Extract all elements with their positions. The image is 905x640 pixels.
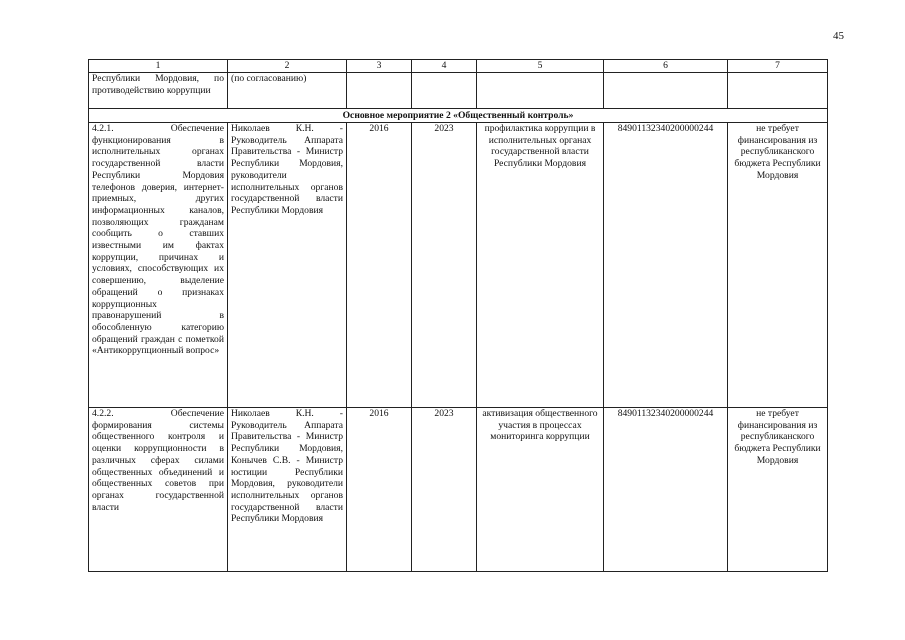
start-year-cell: 2016 (347, 408, 412, 572)
measures-table (88, 59, 828, 572)
measure-cell: 4.2.2. Обеспечение формирования системы общественного контроля и оценки коррупционности в различных сферах силами общественных объединений и общественных советов при органах государственной власти (89, 408, 228, 572)
table-row (89, 123, 828, 408)
responsible-cell: (по согласованию) (228, 73, 347, 109)
budget-code-cell: 84901132340200000244 (604, 408, 728, 572)
table-header-row (89, 60, 828, 73)
column-header: 4 (412, 60, 477, 73)
result-cell: активизация общественного участия в процессах мониторинга коррупции (477, 408, 604, 572)
end-year-cell: 2023 (412, 408, 477, 572)
funding-cell: не требует финансирования из республиканского бюджета Республики Мордовия (728, 123, 828, 408)
measure-cell: 4.2.1. Обеспечение функционирования в исполнительных органах государственной власти Республики Мордовия телефонов доверия, интернет-приемных, других информационных каналов, позволяющих гражданам сообщить о ставших известными им фактах коррупции, причинах и условиях, способствующих их совершению, выделение обращений о признаках коррупционных правонарушений в обособленную категорию обращений граждан с пометкой «Антикоррупционный вопрос» (89, 123, 228, 408)
column-header: 5 (477, 60, 604, 73)
funding-cell (728, 73, 828, 109)
responsible-cell: Николаев К.Н. - Руководитель Аппарата Правительства - Министр Республики Мордовия, Конычев С.В. - Министр юстиции Республики Мордовия, руководители исполнительных органов государственной власти Республики Мордовия (228, 408, 347, 572)
budget-code-cell: 84901132340200000244 (604, 123, 728, 408)
column-header: 7 (728, 60, 828, 73)
column-header: 1 (89, 60, 228, 73)
responsible-cell: Николаев К.Н. - Руководитель Аппарата Правительства - Министр Республики Мордовия, руководители исполнительных органов государственной власти Республики Мордовия (228, 123, 347, 408)
start-year-cell: 2016 (347, 123, 412, 408)
result-cell (477, 73, 604, 109)
page-number: 45 (833, 30, 844, 42)
table-row (89, 408, 828, 572)
column-header: 3 (347, 60, 412, 73)
budget-code-cell (604, 73, 728, 109)
table-row (89, 73, 828, 109)
funding-cell: не требует финансирования из республиканского бюджета Республики Мордовия (728, 408, 828, 572)
result-cell: профилактика коррупции в исполнительных органах государственной власти Республики Мордовия (477, 123, 604, 408)
column-header: 2 (228, 60, 347, 73)
end-year-cell: 2023 (412, 123, 477, 408)
column-header: 6 (604, 60, 728, 73)
section-title: Основное мероприятие 2 «Общественный контроль» (89, 109, 828, 123)
section-row (89, 109, 828, 123)
end-year-cell (412, 73, 477, 109)
measure-cell: Республики Мордовия, по противодействию коррупции (89, 73, 228, 109)
start-year-cell (347, 73, 412, 109)
